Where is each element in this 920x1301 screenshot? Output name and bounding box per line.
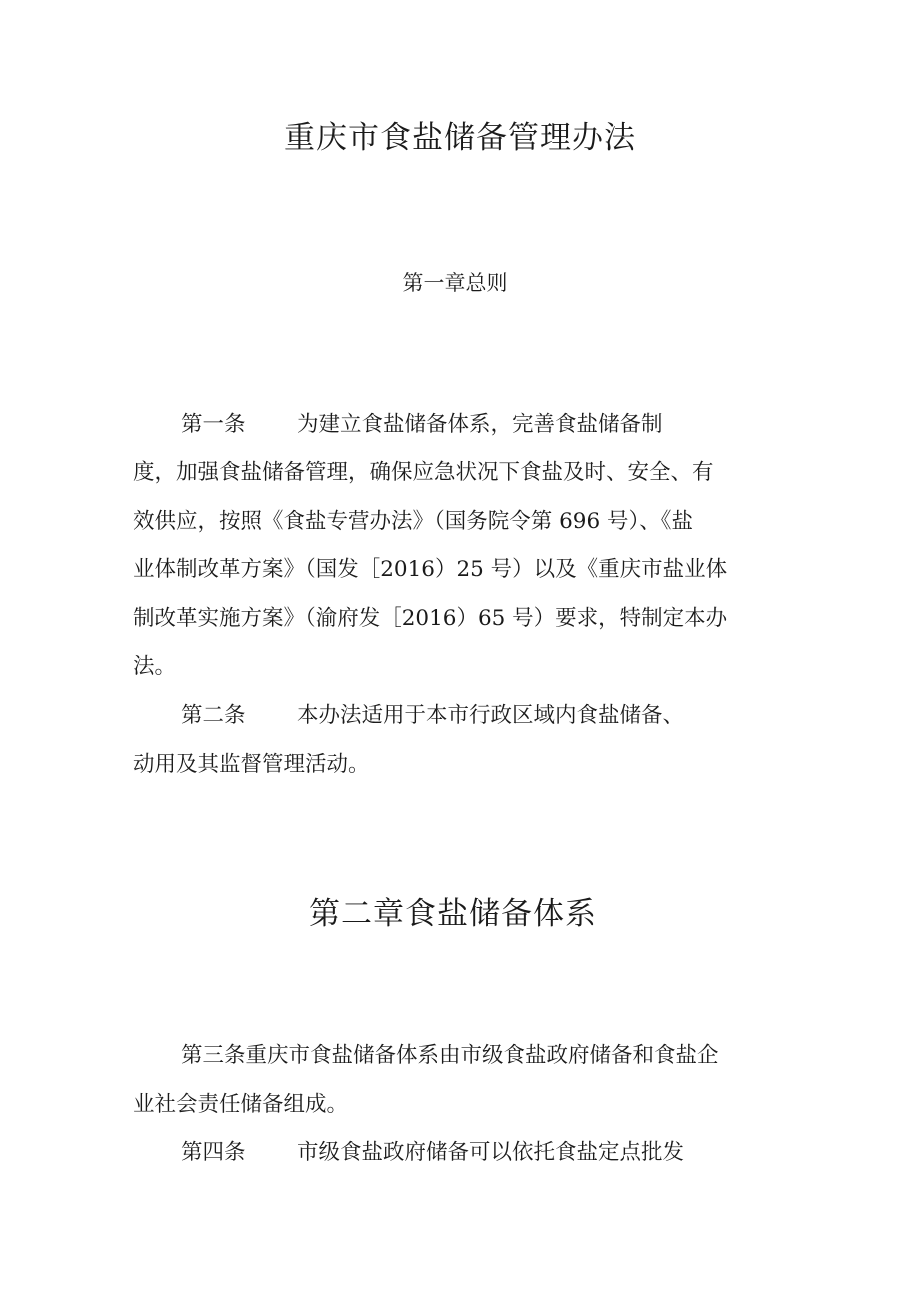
article-1-text-line-2: 度，加强食盐储备管理，确保应急状况下食盐及时、安全、有: [133, 460, 714, 485]
chapter-2-heading: 第二章食盐储备体系: [309, 896, 597, 932]
article-3-text-line-1: 第三条重庆市食盐储备体系由市级食盐政府储备和食盐企: [181, 1043, 719, 1068]
article-1-text-line-3: 效供应，按照《食盐专营办法》（国务院令第 696 号）、《盐: [133, 509, 693, 534]
article-2-text-line-1: 本办法适用于本市行政区域内食盐储备、: [297, 703, 685, 728]
article-1-text-line-4: 业体制改革方案》（国发［2016）25 号）以及《重庆市盐业体: [133, 557, 728, 582]
article-2-first-line: [181, 701, 684, 731]
article-2-text-line-2: 动用及其监督管理活动。: [133, 752, 370, 777]
article-4-label: 第四条: [181, 1140, 246, 1165]
article-3-text-line-2: 业社会责任储备组成。: [133, 1092, 349, 1117]
article-1-text-line-6: 法。: [133, 654, 177, 679]
document-title: 重庆市食盐储备管理办法: [284, 120, 636, 156]
article-1-first-line: [181, 410, 663, 440]
article-1-text-line-5: 制改革实施方案》（渝府发［2016）65 号）要求，特制定本办: [133, 606, 728, 631]
article-1-label: 第一条: [181, 412, 246, 437]
article-2-label: 第二条: [181, 703, 246, 728]
article-1-text-line-1: 为建立食盐储备体系，完善食盐储备制: [297, 412, 663, 437]
chapter-1-heading: 第一章总则: [402, 271, 508, 295]
article-4-text-line-1: 市级食盐政府储备可以依托食盐定点批发: [297, 1140, 685, 1165]
article-4-first-line: [181, 1138, 684, 1168]
